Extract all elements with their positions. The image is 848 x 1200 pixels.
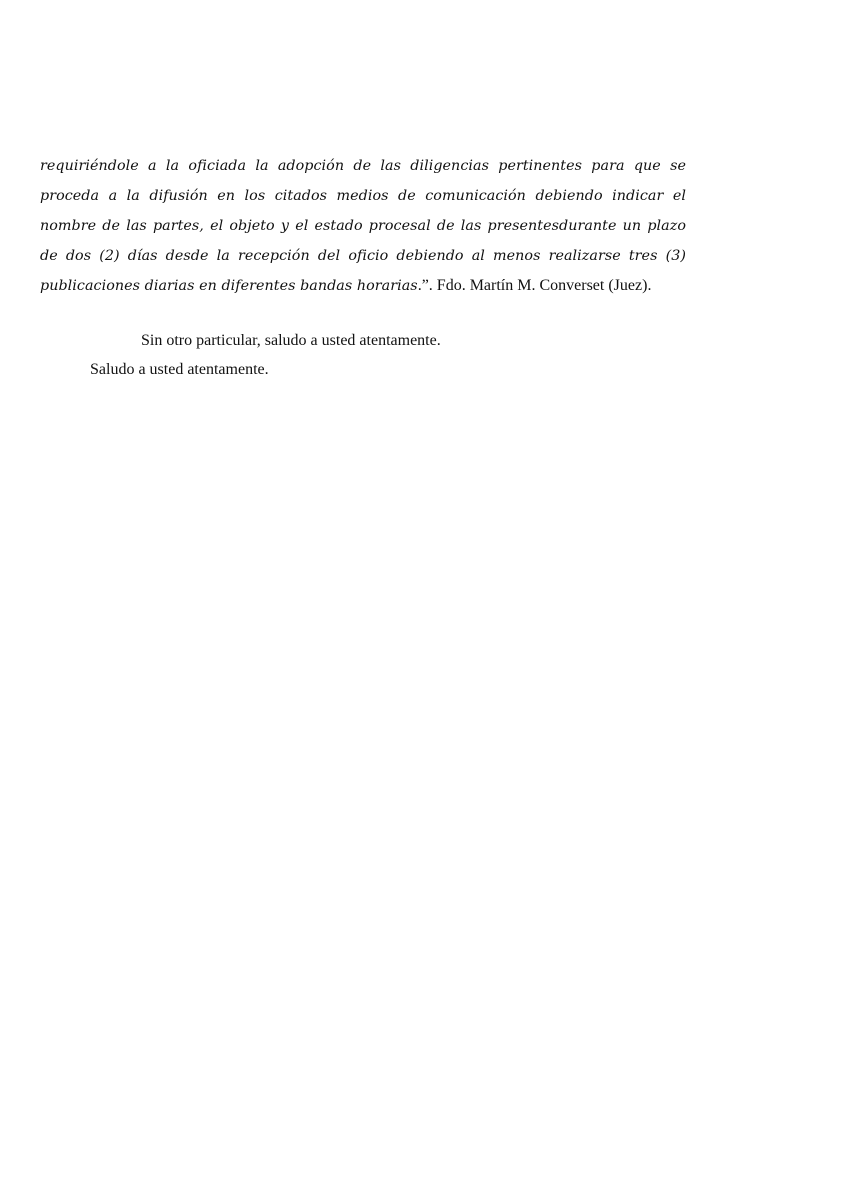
closing-salutation: Sin otro particular, saludo a usted atentamente. xyxy=(141,332,441,349)
quoted-resolution-text: requiriéndole a la oficiada la adopción de las diligencias pertinentes para que se proceda a la difusión en los citados medios de comunicación debiendo indicar el nombre de las partes, el objeto y el estado procesal de las presentesdurante un plazo de dos (2) días desde la recepción del oficio debiendo al menos realizarse tres (3) publicaciones diarias en diferentes bandas horarias xyxy=(40,158,686,294)
judge-signature: .”. Fdo. Martín M. Converset (Juez). xyxy=(417,277,652,294)
closing-salutation-repeat: Saludo a usted atentamente. xyxy=(90,361,269,378)
body-paragraph xyxy=(40,151,686,301)
